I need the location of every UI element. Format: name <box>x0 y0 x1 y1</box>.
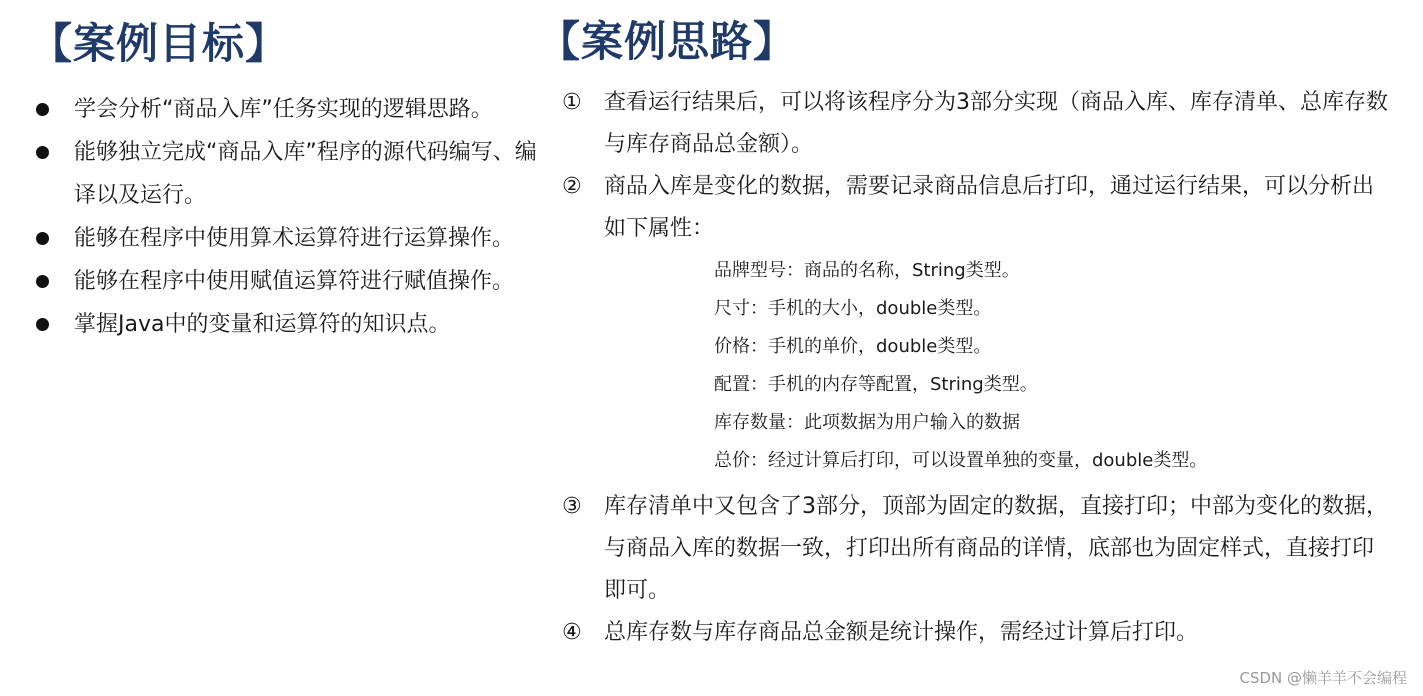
goal-item <box>30 217 550 260</box>
idea-text: 总库存数与库存商品总金额是统计操作，需经过计算后打印。 <box>604 620 1199 645</box>
idea-item <box>558 82 1388 166</box>
idea-item <box>558 612 1388 654</box>
idea-text: 库存清单中又包含了3部分，顶部为固定的数据，直接打印；中部为变化的数据，与商品入库的数据一致，打印出所有商品的详情，底部也为固定样式，直接打印即可。 <box>604 494 1388 603</box>
goal-item <box>30 260 550 303</box>
goal-text: 能够独立完成“商品入库”程序的源代码编写、编译以及运行。 <box>74 140 537 208</box>
goal-text: 能够在程序中使用算术运算符进行运算操作。 <box>74 226 515 251</box>
attribute-item: 品牌型号：商品的名称，String类型。 <box>714 260 1020 281</box>
goals-title: 【案例目标】 <box>30 19 289 68</box>
goal-text: 学会分析“商品入库”任务实现的逻辑思路。 <box>74 97 493 122</box>
attribute-item: 尺寸：手机的大小，double类型。 <box>714 298 992 319</box>
idea-number: ① <box>562 90 582 115</box>
ideas-title: 【案例思路】 <box>538 17 797 66</box>
idea-text: 查看运行结果后，可以将该程序分为3部分实现（商品入库、库存清单、总库存数与库存商品总金额）。 <box>604 90 1388 157</box>
watermark: CSDN @懒羊羊不会编程 <box>1239 669 1407 687</box>
goals-list <box>30 88 550 346</box>
bullet-icon <box>36 103 49 116</box>
attribute-item: 库存数量：此项数据为用户输入的数据 <box>714 412 1020 433</box>
goal-item <box>30 88 550 131</box>
attribute-item: 配置：手机的内存等配置，String类型。 <box>714 374 1038 395</box>
idea-item <box>558 166 1388 480</box>
goal-text: 掌握Java中的变量和运算符的知识点。 <box>74 312 451 337</box>
goal-text: 能够在程序中使用赋值运算符进行赋值操作。 <box>74 269 515 294</box>
bullet-icon <box>36 275 49 288</box>
bullet-icon <box>36 232 49 245</box>
goal-item <box>30 131 550 217</box>
idea-number: ③ <box>562 494 582 519</box>
goal-item <box>30 303 550 346</box>
attribute-list <box>604 252 1388 480</box>
ideas-list <box>558 82 1388 654</box>
bullet-icon <box>36 146 49 159</box>
top-strip <box>0 0 1423 10</box>
idea-number: ④ <box>562 620 582 645</box>
idea-text: 商品入库是变化的数据，需要记录商品信息后打印，通过运行结果，可以分析出如下属性： <box>604 174 1375 241</box>
bullet-icon <box>36 318 49 331</box>
attribute-item: 价格：手机的单价，double类型。 <box>714 336 992 357</box>
attribute-item: 总价：经过计算后打印，可以设置单独的变量，double类型。 <box>714 450 1208 471</box>
idea-number: ② <box>562 174 582 199</box>
idea-item <box>558 486 1388 612</box>
